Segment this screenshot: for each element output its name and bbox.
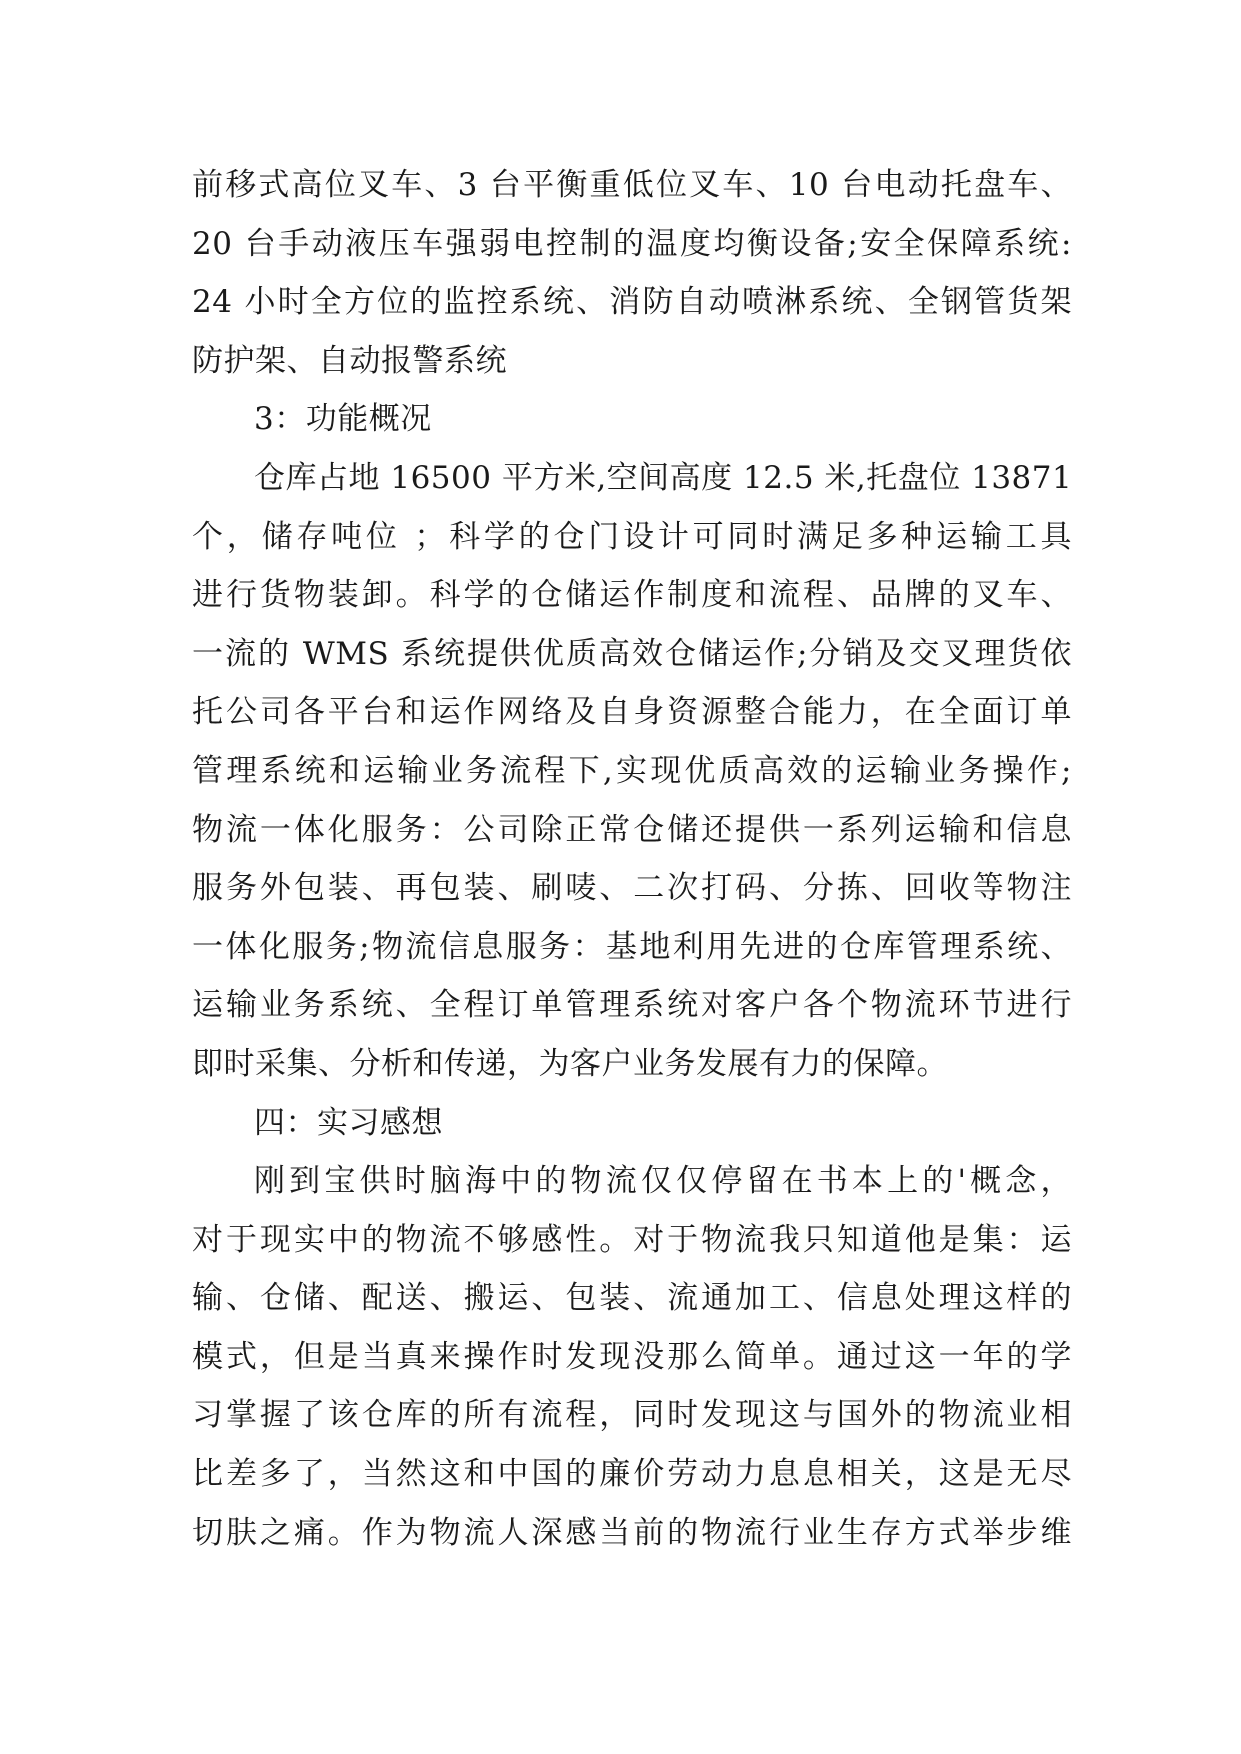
text-line: 输、仓储、配送、搬运、包装、流通加工、信息处理这样的 <box>192 1280 1072 1317</box>
body-text <box>192 156 1072 1562</box>
text-line: 切肤之痛。作为物流人深感当前的物流行业生存方式举步维 <box>192 1514 1072 1551</box>
section-heading: 3：功能概况 <box>254 401 432 438</box>
text-line: 运输业务系统、全程订单管理系统对客户各个物流环节进行 <box>192 987 1072 1024</box>
text-line: 防护架、自动报警系统 <box>192 342 507 379</box>
text-line: 对于现实中的物流不够感性。对于物流我只知道他是集：运 <box>192 1221 1072 1258</box>
text-line: 仓库占地 16500 平方米,空间高度 12.5 米,托盘位 13871 <box>254 459 1072 496</box>
text-line: 刚到宝供时脑海中的物流仅仅停留在书本上的'概念， <box>254 1163 1072 1200</box>
text-line: 习掌握了该仓库的所有流程，同时发现这与国外的物流业相 <box>192 1397 1072 1434</box>
text-line: 一流的 WMS 系统提供优质高效仓储运作;分销及交叉理货依 <box>192 635 1072 672</box>
text-line: 物流一体化服务：公司除正常仓储还提供一系列运输和信息 <box>192 811 1072 848</box>
text-line: 一体化服务;物流信息服务：基地利用先进的仓库管理系统、 <box>192 928 1072 965</box>
text-line: 管理系统和运输业务流程下,实现优质高效的运输业务操作; <box>192 752 1072 789</box>
text-line: 个，储存吨位 ；科学的仓门设计可同时满足多种运输工具 <box>192 518 1072 555</box>
section-heading: 四：实习感想 <box>254 1104 443 1141</box>
text-line: 托公司各平台和运作网络及自身资源整合能力，在全面订单 <box>192 694 1072 731</box>
text-line: 前移式高位叉车、3 台平衡重低位叉车、10 台电动托盘车、 <box>192 167 1072 203</box>
text-line: 比差多了，当然这和中国的廉价劳动力息息相关，这是无尽 <box>192 1456 1072 1493</box>
text-line: 24 小时全方位的监控系统、消防自动喷淋系统、全钢管货架 <box>192 284 1072 321</box>
text-line: 服务外包装、再包装、刷唛、二次打码、分拣、回收等物注 <box>192 870 1072 907</box>
text-line: 即时采集、分析和传递，为客户业务发展有力的保障。 <box>192 1045 948 1082</box>
text-line: 进行货物装卸。科学的仓储运作制度和流程、品牌的叉车、 <box>192 577 1072 614</box>
text-line: 20 台手动液压车强弱电控制的温度均衡设备;安全保障系统: <box>192 225 1072 262</box>
text-line: 模式，但是当真来操作时发现没那么简单。通过这一年的学 <box>192 1338 1072 1375</box>
